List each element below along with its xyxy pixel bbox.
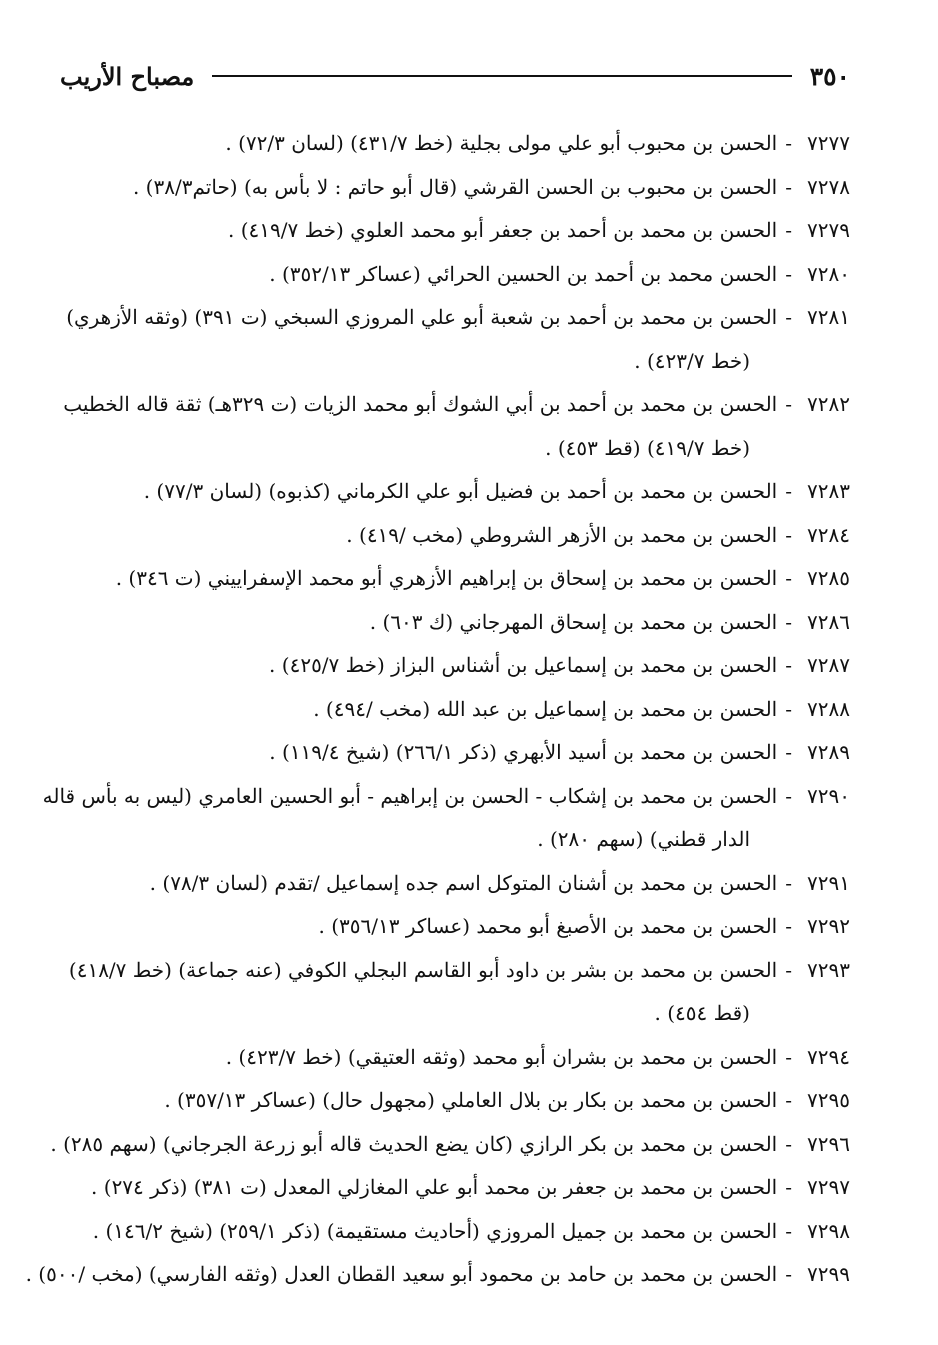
entry-number: ٧٢٩٠ [807,783,850,808]
list-item [50,949,850,993]
entry-number: ٧٢٨٠ [807,261,850,286]
list-item [50,1123,850,1167]
list-item [50,557,850,601]
entry-dash: - [785,392,792,416]
entry-number: ٧٢٩٣ [807,957,850,982]
list-item [50,470,850,514]
entry-dash: - [785,1175,792,1199]
entry-number: ٧٢٨٩ [807,740,850,764]
entry-dash: - [785,740,792,764]
entry-text: الحسن بن محمد بن إسحاق المهرجاني (ك ٦٠٣) . [369,609,778,634]
list-item [50,166,850,210]
entry-text: الحسن بن محمد بن أحمد بن جعفر أبو محمد العلوي (خط ٤١٩/٧) . [228,218,778,242]
entry-dash: - [785,1088,792,1112]
list-item [50,905,850,949]
entry-dash: - [785,131,792,155]
entry-dash: - [785,653,792,677]
entry-list [25,122,850,1297]
entry-text: الحسن بن محمد بن أحمد بن أبي الشوك أبو محمد الزيات (ت ٣٢٩هـ) ثقة قاله الخطيب [63,392,778,416]
list-item [25,1253,850,1297]
page-header [60,56,850,96]
entry-dash: - [785,1218,792,1243]
entry-dash: - [785,305,792,329]
entry-number: ٧٢٨٤ [807,522,850,547]
entry-text: الحسن بن محمد بن حامد بن محمود أبو سعيد القطان العدل (وثقه الفارسي) (مخب /٥٠٠) . [25,1262,778,1286]
entry-text: الحسن بن محبوب بن الحسن القرشي (قال أبو حاتم : لا بأس به) (حاتم٣٨/٣) . [132,174,778,199]
entry-number: ٧٢٧٨ [807,174,850,199]
entry-dash: - [785,783,792,808]
page-number: ٣٥٠ [809,61,850,91]
entry-number: ٧٢٩٧ [807,1175,850,1199]
entry-text: الحسن بن محمد بن أحمد بن فضيل أبو علي الكرماني (كذبوه) (لسان ٧٧/٣) . [143,479,778,503]
entry-dash: - [785,1131,792,1156]
entry-number: ٧٢٨٧ [807,653,850,677]
entry-text: الحسن بن محمد بن أشنان المتوكل اسم جده إسماعيل /تقدم (لسان ٧٨/٣) . [149,870,778,895]
entry-dash: - [785,609,792,634]
entry-dash: - [785,957,792,982]
entry-text: الحسن بن محمد بن الأصبغ أبو محمد (عساكر ٣٥٦/١٣) . [318,914,778,938]
book-title: مصباح الأريب [60,61,195,91]
list-item [50,862,850,906]
list-item [50,1210,850,1254]
entry-text: الحسن بن محمد بن أحمد بن شعبة أبو علي المروزي السبخي (ت ٣٩١) (وثقه الأزهري) [66,305,778,329]
entry-dash: - [785,914,792,938]
entry-dash: - [785,696,792,721]
entry-number: ٧٢٨٢ [807,392,850,416]
list-item [50,122,850,166]
header-rule [212,75,791,77]
entry-dash: - [785,522,792,547]
entry-dash: - [785,870,792,895]
list-item [50,253,850,297]
entry-number: ٧٢٩١ [807,870,850,895]
list-item [50,601,850,645]
entry-number: ٧٢٩٤ [807,1044,850,1069]
entry-text: الحسن بن محمد بن بشر بن داود أبو القاسم البجلي الكوفي (عنه جماعة) (خط ٤١٨/٧) [68,957,778,982]
entry-continuation: (خط ٤٢٣/٧) . [634,348,750,373]
list-item [50,514,850,558]
entry-number: ٧٢٨٨ [807,696,850,721]
entry-dash: - [785,479,792,503]
entry-number: ٧٢٨٣ [807,479,850,503]
list-item [50,296,850,340]
entry-number: ٧٢٩٢ [807,914,850,938]
entry-dash: - [785,1262,792,1286]
entry-continuation: الدار قطني) (سهم ٢٨٠) . [537,827,750,851]
list-item [50,209,850,253]
entry-text: الحسن محمد بن أحمد بن الحسين الحرائي (عساكر ٣٥٢/١٣) . [269,261,778,286]
entry-text: الحسن بن محمد بن بكار بن بلال العاملي (مجهول حال) (عساكر ٣٥٧/١٣) . [164,1088,778,1112]
entry-text: الحسن بن محمد بن إسحاق بن إبراهيم الأزهري أبو محمد الإسفراييني (ت ٣٤٦) . [115,566,778,590]
list-item [50,644,850,688]
entry-dash: - [785,174,792,199]
list-item [50,383,850,427]
entry-number: ٧٢٩٦ [807,1131,850,1156]
entry-text: الحسن بن محمد بن الأزهر الشروطي (مخب /٤١٩) . [346,522,778,547]
entry-dash: - [785,566,792,590]
entry-number: ٧٢٩٥ [807,1088,850,1112]
list-item [42,775,850,819]
entry-text: الحسن بن محمد بن إسماعيل بن عبد الله (مخب /٤٩٤) . [313,696,778,721]
list-item [50,1036,850,1080]
entry-number: ٧٢٩٨ [807,1218,850,1243]
entry-number: ٧٢٧٩ [807,218,850,242]
entry-number: ٧٢٨١ [807,305,850,329]
entry-number: ٧٢٧٧ [807,131,850,155]
entry-text: الحسن بن محمد بن بكر الرازي (كان يضع الحديث قاله أبو زرعة الجرجاني) (سهم ٢٨٥) . [50,1131,778,1156]
entry-continuation: (خط ٤١٩/٧) (قط ٤٥٣) . [545,435,750,460]
list-item [50,731,850,775]
entry-text: الحسن بن محمد بن إسماعيل بن أشناس البزاز (خط ٤٢٥/٧) . [269,653,778,677]
list-item [50,1166,850,1210]
entry-number: ٧٢٩٩ [807,1262,850,1286]
entry-dash: - [785,1044,792,1069]
entry-text: الحسن بن محبوب أبو علي مولى بجلية (خط ٤٣١/٧) (لسان ٧٢/٣) . [225,131,778,155]
entry-text: الحسن بن محمد بن أسيد الأبهري (ذكر ٢٦٦/١) (شيخ ١١٩/٤) . [269,740,778,764]
entry-text: الحسن بن محمد بن إشكاب - الحسن بن إبراهيم - أبو الحسين العامري (ليس به بأس قاله [42,783,778,808]
entry-number: ٧٢٨٦ [807,609,850,634]
entry-dash: - [785,218,792,242]
list-item [50,688,850,732]
entry-dash: - [785,261,792,286]
entry-text: الحسن بن محمد بن جميل المروزي (أحاديث مستقيمة) (ذكر ٢٥٩/١) (شيخ ١٤٦/٢) . [92,1218,778,1243]
entry-number: ٧٢٨٥ [807,566,850,590]
entry-text: الحسن بن محمد بن جعفر بن محمد أبو علي المغازلي المعدل (ت ٣٨١) (ذكر ٢٧٤) . [91,1175,778,1199]
entry-text: الحسن بن محمد بن بشران أبو محمد (وثقه العتيقي) (خط ٤٢٣/٧) . [225,1044,778,1069]
list-item [50,1079,850,1123]
entry-continuation: (قط ٤٥٤) . [654,1001,750,1025]
